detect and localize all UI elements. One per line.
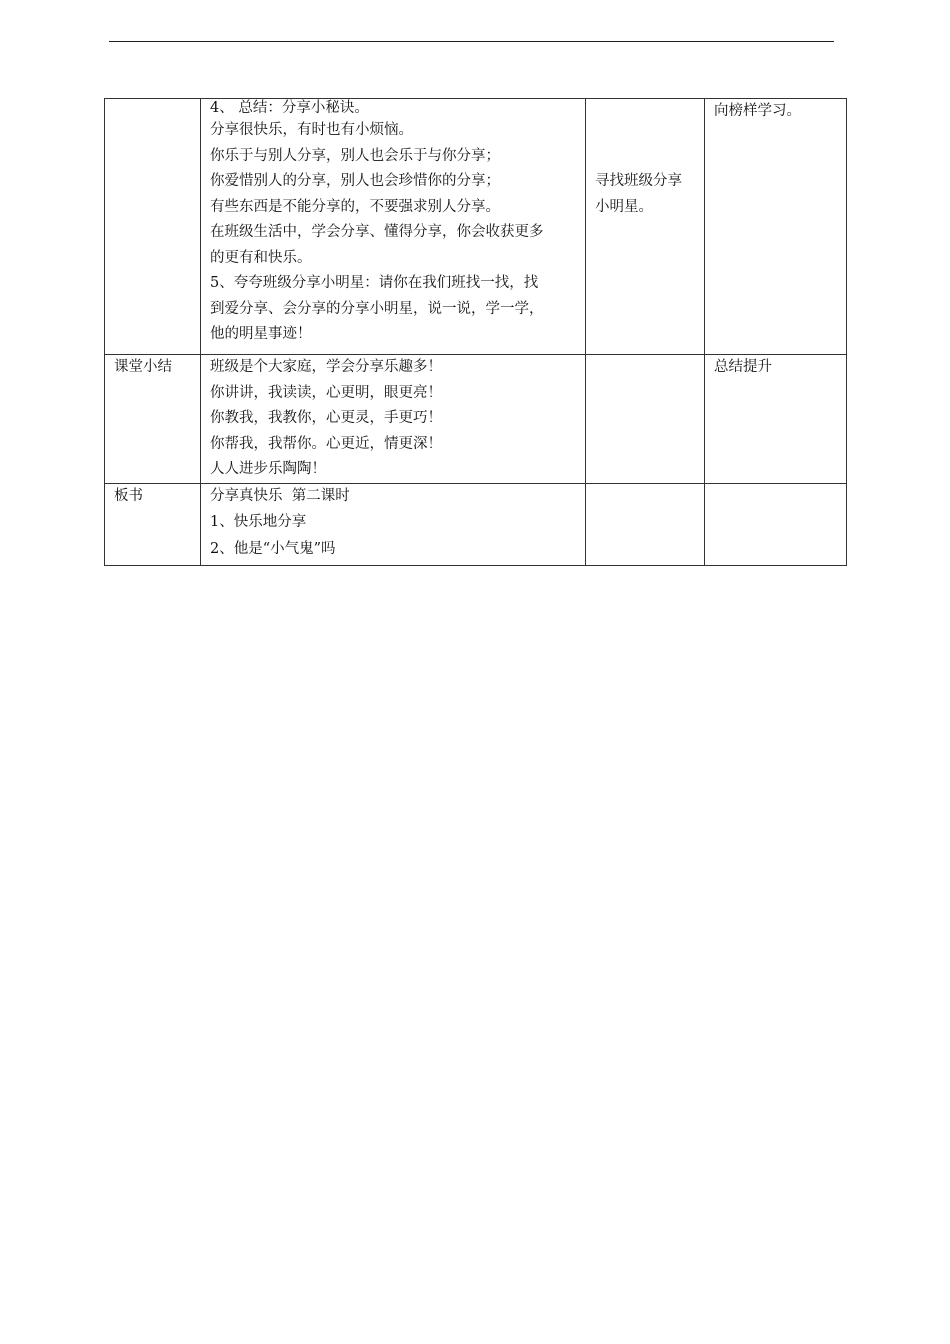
activity-line: 寻找班级分享 <box>595 173 682 189</box>
content-cell <box>201 99 586 355</box>
row-label-cell <box>105 99 201 355</box>
content-line: 你爱惜别人的分享，别人也会珍惜你的分享； <box>210 173 500 189</box>
table-row <box>105 355 847 484</box>
intent-line: 向榜样学习。 <box>714 103 801 119</box>
content-line: 你讲讲，我读读，心更明，眼更亮！ <box>210 384 442 401</box>
content-line: 你乐于与别人分享，别人也会乐于与你分享； <box>210 147 500 164</box>
content-line: 他的明星事迹！ <box>210 326 312 342</box>
activity-cell <box>586 355 705 484</box>
intent-cell <box>705 483 847 565</box>
lesson-plan-table <box>104 98 847 566</box>
intent-line: 总结提升 <box>714 359 772 375</box>
content-line: 在班级生活中，学会分享、懂得分享，你会收获更多 <box>210 224 544 240</box>
table-row <box>105 483 847 565</box>
row-label-cell <box>105 355 201 484</box>
content-line: 班级是个大家庭，学会分享乐趣多！ <box>210 359 442 375</box>
table-row <box>105 99 847 355</box>
content-line: 2、他是“小气鬼”吗 <box>210 541 336 557</box>
content-line: 5、夸夸班级分享小明星：请你在我们班找一找，找 <box>210 275 539 291</box>
content-line: 分享真快乐 第二课时 <box>210 487 350 504</box>
row-label-cell <box>105 483 201 565</box>
content-line: 你帮我，我帮你。心更近，情更深！ <box>210 435 442 452</box>
content-line: 4、 总结：分享小秘诀。 <box>210 100 369 116</box>
content-line: 1、快乐地分享 <box>210 514 307 530</box>
activity-line: 小明星。 <box>595 198 653 215</box>
content-line: 有些东西是不能分享的，不要强求别人分享。 <box>210 198 500 215</box>
content-line: 的更有和快乐。 <box>210 249 312 266</box>
content-line: 到爱分享、会分享的分享小明星，说一说，学一学， <box>210 300 544 317</box>
row-label: 课堂小结 <box>114 359 172 375</box>
content-cell <box>201 483 586 565</box>
intent-cell <box>705 99 847 355</box>
content-line: 你教我，我教你，心更灵，手更巧！ <box>210 410 442 426</box>
content-line: 分享很快乐，有时也有小烦恼。 <box>210 122 413 138</box>
activity-cell <box>586 483 705 565</box>
intent-cell <box>705 355 847 484</box>
row-label: 板书 <box>114 487 143 504</box>
activity-cell <box>586 99 705 355</box>
header-rule <box>109 41 834 42</box>
content-line: 人人进步乐陶陶！ <box>210 461 326 477</box>
content-cell <box>201 355 586 484</box>
